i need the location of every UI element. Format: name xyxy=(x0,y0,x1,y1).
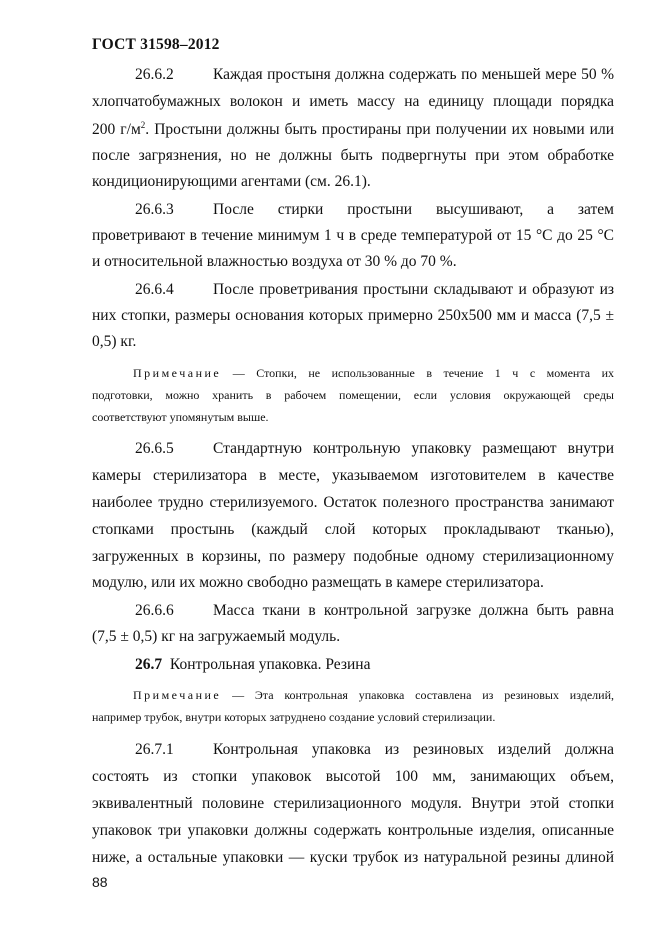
paragraph-line: 0,5) кг. xyxy=(92,333,137,350)
paragraph-text: . Простыни должны быть простираны при получении их новыми или xyxy=(145,121,614,139)
note-line: подготовки, можно хранить в рабочем помещении, если условия окружающей среды xyxy=(92,388,614,402)
section-number: 26.7 xyxy=(135,656,163,673)
paragraph-line xyxy=(92,120,614,139)
note-text: — Стопки, не использованные в течение 1 ч с момента их xyxy=(232,366,614,380)
superscript: 2 xyxy=(140,120,146,130)
paragraph-line: хлопчатобумажных волокон и иметь массу на единицу площади порядка xyxy=(92,93,614,110)
paragraph-line: Масса ткани в контрольной загрузке должна быть равна xyxy=(213,602,614,619)
document-header: ГОСТ 31598–2012 xyxy=(92,36,220,53)
paragraph-line: проветривают в течение минимум 1 ч в среде температурой от 15 °С до 25 °С xyxy=(92,227,614,244)
clause-number: 26.6.5 xyxy=(135,440,174,457)
paragraph-line: упаковок три упаковки должны содержать контрольные изделия, описанные xyxy=(92,822,614,839)
paragraph-line: Контрольная упаковка из резиновых изделий должна xyxy=(213,741,614,758)
note-label: Примечание xyxy=(133,688,222,702)
paragraph-line: После проветривания простыни складывают и образуют из xyxy=(213,281,614,298)
paragraph-line: (7,5 ± 0,5) кг на загружаемый модуль. xyxy=(92,628,341,645)
paragraph-line: после загрязнения, но не должны быть подвергнуты при этом обработке xyxy=(92,147,614,164)
paragraph-line: После стирки простыни высушивают, а затем xyxy=(213,201,614,218)
page-number: 88 xyxy=(92,874,108,890)
paragraph-line: них стопки, размеры основания которых примерно 250х500 мм и масса (7,5 ± xyxy=(92,307,614,324)
paragraph-line: Стандартную контрольную упаковку размещают внутри xyxy=(213,440,614,457)
note-line xyxy=(133,688,614,703)
note-line: например трубок, внутри которых затруднено создание условий стерилизации. xyxy=(92,710,496,724)
paragraph-line: камеры стерилизатора в месте, указываемом изготовителем в качестве xyxy=(92,467,614,484)
paragraph-text: 200 г/м xyxy=(92,121,141,139)
clause-number: 26.6.2 xyxy=(135,66,174,83)
clause-number: 26.6.3 xyxy=(135,201,174,218)
paragraph-line: эквивалентный половине стерилизационного модуля. Внутри этой стопки xyxy=(92,795,614,812)
clause-number: 26.7.1 xyxy=(135,741,174,758)
note-line: соответствуют упомянутым выше. xyxy=(92,410,269,424)
note-text: — Эта контрольная упаковка составлена из резиновых изделий, xyxy=(232,688,614,702)
paragraph-line: модулю, или их можно свободно размещать в камере стерилизатора. xyxy=(92,574,544,591)
paragraph-line: состоять из стопки упаковок высотой 100 мм, занимающих объем, xyxy=(92,768,614,785)
section-heading xyxy=(135,656,615,674)
note-line xyxy=(133,366,614,381)
paragraph-line: и относительной влажностью воздуха от 30 % до 70 %. xyxy=(92,253,457,270)
paragraph-line: загруженных в корзины, по размеру подобные одному стерилизационному xyxy=(92,548,614,565)
clause-number: 26.6.4 xyxy=(135,281,174,298)
clause-number: 26.6.6 xyxy=(135,602,174,619)
paragraph-line: наиболее трудно стерилизуемого. Остаток полезного пространства занимают xyxy=(92,494,614,511)
paragraph-line: кондиционирующими агентами (см. 26.1). xyxy=(92,173,371,190)
paragraph-line: Каждая простыня должна содержать по меньшей мере 50 % xyxy=(213,66,614,83)
paragraph-line: стопками простынь (каждый слой которых прокладывают тканью), xyxy=(92,521,614,538)
note-label: Примечание xyxy=(133,366,222,380)
section-title: Контрольная упаковка. Резина xyxy=(169,656,371,673)
paragraph-line: ниже, а остальные упаковки — куски трубок из натуральной резины длиной xyxy=(92,849,614,866)
